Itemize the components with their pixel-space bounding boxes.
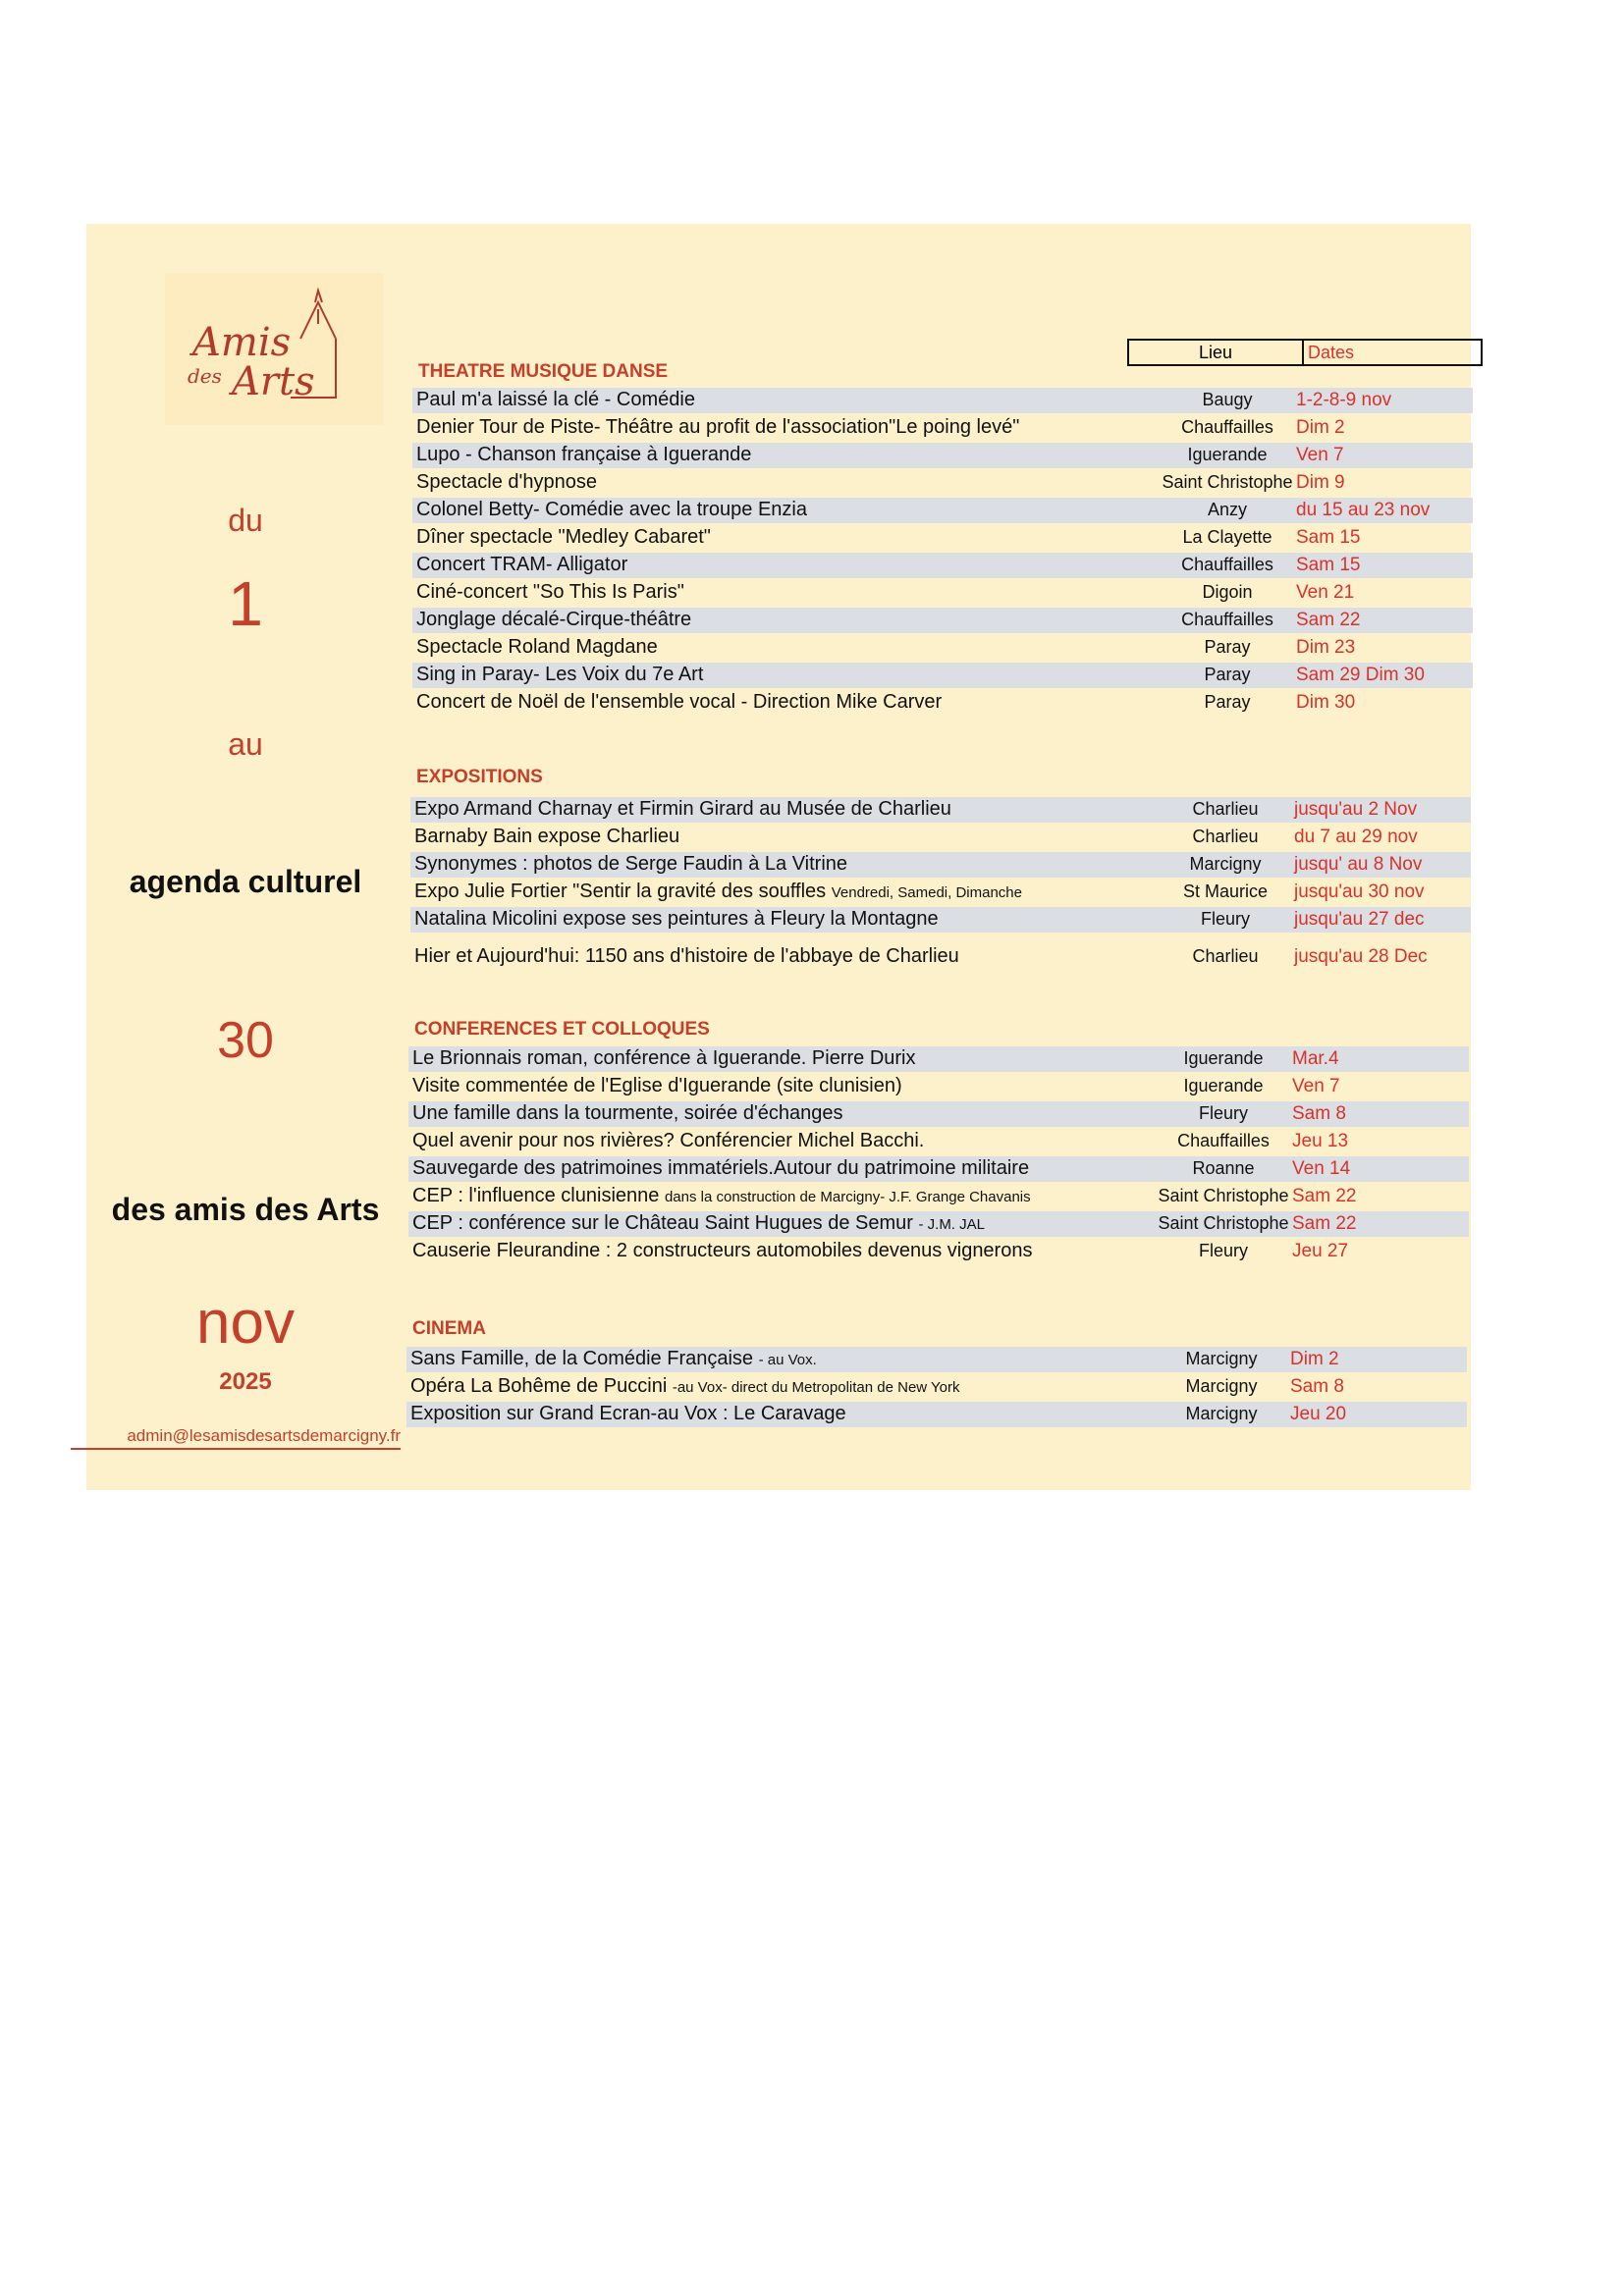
event-title: Visite commentée de l'Eglise d'Iguerande (site clunisien) (412, 1075, 902, 1096)
event-row (412, 470, 1473, 496)
event-title: Colonel Betty- Comédie avec la troupe Enzia (416, 499, 807, 520)
event-date: Sam 15 (1296, 527, 1361, 548)
event-title: CEP : conférence sur le Château Saint Hugues de Semur - J.M. JAL (412, 1212, 985, 1234)
event-location: Iguerande (1183, 1048, 1264, 1068)
sidebar-au: au (228, 726, 263, 762)
event-location: Charlieu (1192, 827, 1259, 846)
event-row (408, 1156, 1469, 1182)
event-title: Hier et Aujourd'hui: 1150 ans d'histoire de l'abbaye de Charlieu (414, 945, 959, 967)
event-location: Marcigny (1189, 854, 1262, 874)
event-location: Chauffailles (1181, 417, 1273, 437)
event-date: Jeu 27 (1292, 1241, 1349, 1261)
event-row (412, 525, 1473, 551)
event-location: Baugy (1202, 390, 1253, 409)
event-location: Marcigny (1185, 1349, 1258, 1368)
event-date: du 7 au 29 nov (1294, 827, 1418, 847)
sidebar-du: du (228, 503, 263, 538)
sidebar-agenda: agenda culturel (129, 864, 362, 899)
event-row (412, 580, 1473, 606)
event-title: Une famille dans la tourmente, soirée d'échanges (412, 1102, 843, 1124)
event-location: Fleury (1198, 1103, 1248, 1123)
event-title: Exposition sur Grand Ecran-au Vox : Le Caravage (410, 1403, 846, 1424)
event-row (406, 1347, 1467, 1372)
event-title: Quel avenir pour nos rivières? Conférencier Michel Bacchi. (412, 1130, 925, 1151)
event-title: Spectacle d'hypnose (416, 471, 597, 493)
svg-text:Amis: Amis (192, 320, 292, 365)
event-title: Expo Julie Fortier "Sentir la gravité des souffles Vendredi, Samedi, Dimanche (414, 881, 1022, 902)
event-date: jusqu'au 28 Dec (1294, 946, 1428, 967)
event-row (408, 1101, 1469, 1127)
event-row (412, 690, 1473, 716)
event-row (412, 553, 1473, 578)
event-date: Dim 9 (1296, 472, 1345, 493)
event-row (412, 443, 1473, 468)
event-date: Dim 23 (1296, 637, 1356, 658)
section-title-conferences: CONFERENCES ET COLLOQUES (414, 1019, 710, 1040)
event-location: Marcigny (1185, 1404, 1258, 1423)
event-title: Lupo - Chanson française à Iguerande (416, 444, 752, 465)
event-location: Digoin (1202, 582, 1253, 602)
event-title-note: - J.M. JAL (918, 1216, 985, 1233)
event-date: Sam 8 (1290, 1376, 1344, 1397)
amis-des-arts-logo (173, 285, 369, 422)
event-location: Roanne (1192, 1158, 1255, 1178)
event-location: Charlieu (1192, 946, 1259, 966)
event-title-note: dans la construction de Marcigny- J.F. Grange Chavanis (664, 1189, 1031, 1205)
event-date: Dim 30 (1296, 692, 1356, 713)
event-date: Ven 7 (1292, 1076, 1340, 1096)
event-title: Expo Armand Charnay et Firmin Girard au Musée de Charlieu (414, 798, 951, 820)
event-location: Anzy (1207, 500, 1248, 519)
event-location: Saint Christophe (1158, 1186, 1289, 1205)
event-title: Spectacle Roland Magdane (416, 636, 658, 658)
event-location: Chauffailles (1181, 610, 1273, 629)
event-row (410, 825, 1471, 850)
section-title-expositions: EXPOSITIONS (416, 767, 543, 787)
event-title-note: Vendredi, Samedi, Dimanche (831, 884, 1022, 901)
event-date: Ven 14 (1292, 1158, 1351, 1179)
event-date: Dim 2 (1290, 1349, 1339, 1369)
event-title: Denier Tour de Piste- Théâtre au profit de l'association"Le poing levé" (416, 416, 1020, 438)
event-date: Jeu 20 (1290, 1404, 1347, 1424)
event-title: Le Brionnais roman, conférence à Iguerande. Pierre Durix (412, 1047, 916, 1069)
section-title-theatre: THEATRE MUSIQUE DANSE (418, 361, 669, 382)
event-location: Paray (1204, 637, 1251, 657)
event-row (412, 635, 1473, 661)
event-row (410, 944, 1471, 970)
event-title: Concert TRAM- Alligator (416, 554, 628, 575)
event-title: Sauvegarde des patrimoines immatériels.Autour du patrimoine militaire (412, 1157, 1030, 1179)
event-date: Ven 7 (1296, 445, 1344, 465)
event-title: Causerie Fleurandine : 2 constructeurs automobiles devenus vignerons (412, 1240, 1033, 1261)
event-title: Sans Famille, de la Comédie Française - au Vox. (410, 1348, 817, 1369)
sidebar-end-day: 30 (217, 1012, 274, 1069)
event-location: Chauffailles (1181, 555, 1273, 574)
event-row (408, 1129, 1469, 1154)
event-date: Sam 22 (1292, 1213, 1357, 1234)
event-row (412, 608, 1473, 633)
event-location: Fleury (1200, 909, 1250, 929)
event-location: St Maurice (1182, 881, 1269, 901)
event-location: La Clayette (1182, 527, 1272, 547)
email-link[interactable]: admin@lesamisdesartsdemarcigny.fr (71, 1426, 401, 1450)
event-location: Saint Christophe (1162, 472, 1293, 492)
header-lieu: Lieu (1127, 339, 1304, 366)
event-row (412, 663, 1473, 688)
event-date: Sam 29 Dim 30 (1296, 665, 1425, 685)
event-row (410, 880, 1471, 905)
event-title: Natalina Micolini expose ses peintures à Fleury la Montagne (414, 908, 939, 930)
event-date: jusqu'au 2 Nov (1294, 799, 1418, 820)
event-date: Sam 15 (1296, 555, 1361, 575)
event-location: Paray (1204, 665, 1251, 684)
event-title: Paul m'a laissé la clé - Comédie (416, 389, 695, 410)
event-title: CEP : l'influence clunisienne dans la construction de Marcigny- J.F. Grange Chavanis (412, 1185, 1031, 1206)
event-location: Iguerande (1183, 1076, 1264, 1095)
event-row (406, 1374, 1467, 1400)
event-row (410, 852, 1471, 878)
event-date: Sam 22 (1292, 1186, 1357, 1206)
event-row (408, 1239, 1469, 1264)
event-title-note: - au Vox. (758, 1352, 817, 1368)
event-title: Jonglage décalé-Cirque-théâtre (416, 609, 692, 630)
sidebar-org: des amis des Arts (111, 1192, 380, 1227)
event-date: du 15 au 23 nov (1296, 500, 1431, 520)
event-date: jusqu'au 30 nov (1294, 881, 1425, 902)
event-row (410, 797, 1471, 823)
event-title: Dîner spectacle "Medley Cabaret" (416, 526, 711, 548)
event-location: Saint Christophe (1158, 1213, 1289, 1233)
event-row (412, 388, 1473, 413)
sidebar-month: nov (196, 1289, 295, 1357)
event-row (412, 415, 1473, 441)
event-date: jusqu'au 27 dec (1294, 909, 1425, 930)
event-title: Opéra La Bohême de Puccini -au Vox- direct du Metropolitan de New York (410, 1375, 960, 1397)
event-location: Iguerande (1187, 445, 1268, 464)
event-row (410, 907, 1471, 933)
event-location: Chauffailles (1177, 1131, 1270, 1150)
event-row (408, 1046, 1469, 1072)
event-title: Concert de Noël de l'ensemble vocal - Direction Mike Carver (416, 691, 943, 713)
header-dates: Dates (1302, 339, 1483, 366)
sidebar-year: 2025 (219, 1368, 272, 1395)
event-title: Ciné-concert "So This Is Paris" (416, 581, 684, 603)
event-title-note: -au Vox- direct du Metropolitan de New York (672, 1379, 960, 1396)
event-row (408, 1211, 1469, 1237)
event-title: Synonymes : photos de Serge Faudin à La Vitrine (414, 853, 848, 875)
event-location: Paray (1204, 692, 1251, 712)
event-title: Sing in Paray- Les Voix du 7e Art (416, 664, 704, 685)
svg-text:Arts: Arts (232, 359, 315, 404)
event-row (412, 498, 1473, 523)
event-row (408, 1074, 1469, 1099)
event-date: Sam 22 (1296, 610, 1361, 630)
event-location: Charlieu (1192, 799, 1259, 819)
event-location: Marcigny (1185, 1376, 1258, 1396)
svg-text:des: des (188, 364, 222, 388)
sidebar-start-day: 1 (228, 568, 263, 639)
event-date: Mar.4 (1292, 1048, 1339, 1069)
event-row (406, 1402, 1467, 1427)
event-date: jusqu' au 8 Nov (1294, 854, 1423, 875)
event-location: Fleury (1198, 1241, 1248, 1260)
event-title: Barnaby Bain expose Charlieu (414, 826, 680, 847)
event-date: Dim 2 (1296, 417, 1345, 438)
event-date: Ven 21 (1296, 582, 1355, 603)
event-date: Sam 8 (1292, 1103, 1346, 1124)
event-row (408, 1184, 1469, 1209)
section-title-cinema: CINEMA (412, 1318, 486, 1339)
event-date: 1-2-8-9 nov (1296, 390, 1392, 410)
event-date: Jeu 13 (1292, 1131, 1349, 1151)
